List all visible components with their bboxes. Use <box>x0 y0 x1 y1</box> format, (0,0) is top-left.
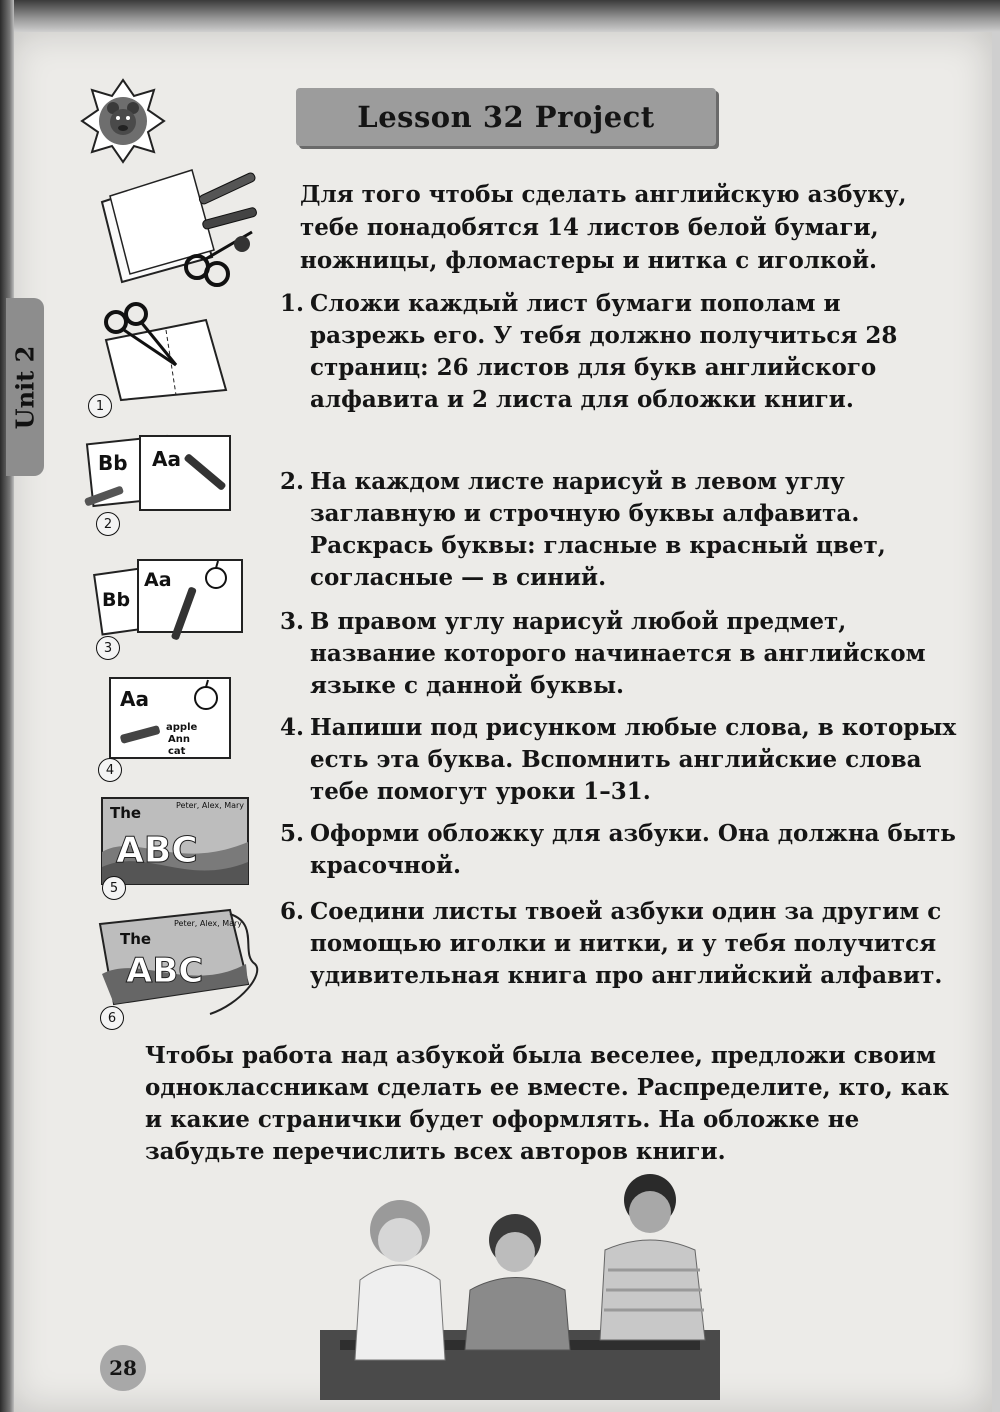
illustration-number: 5 <box>102 876 126 900</box>
illustration-number: 2 <box>96 512 120 536</box>
page-number: 28 <box>100 1345 146 1391</box>
step-text: Соедини листы твоей азбуки один за другим с помощью иголки и нитки, и у тебя получится удивительная книга про английский алфавит. <box>310 898 943 989</box>
cover-abc: ABC <box>116 830 198 871</box>
letters-bb: Bb <box>98 451 128 475</box>
step-5 <box>258 818 958 882</box>
bb-aa-apple-cards-icon <box>92 556 252 646</box>
step-number: 3. <box>279 608 304 635</box>
paper-scissors-markers-icon <box>92 162 267 297</box>
step-6 <box>258 896 958 992</box>
cover-the: The <box>120 930 152 948</box>
card-word: Ann <box>168 734 190 745</box>
letters-bb: Bb <box>102 589 131 611</box>
unit-tab <box>6 298 44 476</box>
step-number: 4. <box>279 714 304 741</box>
step-text: В правом углу нарисуй любой предмет, название которого начинается в английском языке с данной буквы. <box>310 608 926 699</box>
cover-authors: Peter, Alex, Mary <box>174 919 243 928</box>
illustration-number: 4 <box>98 758 122 782</box>
scissors-cutting-paper-icon <box>96 300 236 410</box>
cover-authors: Peter, Alex, Mary <box>176 801 245 810</box>
scan-top-edge <box>0 0 1000 32</box>
step-text: На каждом листе нарисуй в левом углу заглавную и строчную буквы алфавита. Раскрась буквы: гласные в красный цвет, согласные — в синий. <box>310 468 886 591</box>
step-1 <box>258 288 958 416</box>
letters-aa: Aa <box>144 569 172 591</box>
card-word: cat <box>168 746 186 757</box>
step-number: 6. <box>279 898 304 925</box>
lesson-title-banner <box>296 88 716 146</box>
closing-paragraph: Чтобы работа над азбукой была веселее, предложи своим одноклассникам сделать ее вместе. Распределите, кто, как и какие странички будет оформлять. На обложке не забудьте перечислить всех авторов книги. <box>145 1042 949 1165</box>
cover-abc: ABC <box>126 951 204 991</box>
step-3 <box>258 606 958 702</box>
step-2 <box>258 466 958 594</box>
step-number: 5. <box>279 820 304 847</box>
bear-emblem-icon <box>80 78 166 164</box>
card-word: apple <box>166 722 198 733</box>
step-text: Сложи каждый лист бумаги пополам и разрежь его. У тебя должно получиться 28 страниц: 26 листов для букв английского алфавита и 2 листа для обложки книги. <box>310 290 898 413</box>
scan-left-edge <box>0 0 14 1412</box>
step-text: Напиши под рисунком любые слова, в которых есть эта буква. Вспомнить английские слова тебе помогут уроки 1–31. <box>310 714 957 805</box>
aa-apple-words-card-icon <box>106 674 236 764</box>
lesson-title: Lesson 32 Project <box>357 100 655 134</box>
cover-the: The <box>110 804 142 822</box>
illustration-number: 6 <box>100 1006 124 1030</box>
unit-label: Unit 2 <box>10 345 40 429</box>
step-4 <box>258 712 958 808</box>
step-number: 2. <box>279 468 304 495</box>
illustration-number: 1 <box>88 394 112 418</box>
children-drawing-photo <box>320 1170 720 1400</box>
illustration-number: 3 <box>96 636 120 660</box>
sewn-abc-book-icon <box>90 904 260 1019</box>
intro-paragraph: Для того чтобы сделать английскую азбуку, тебе понадобятся 14 листов белой бумаги, ножницы, фломастеры и нитка с иголкой. <box>300 181 907 274</box>
step-text: Оформи обложку для азбуки. Она должна быть красочной. <box>310 820 956 879</box>
letters-aa: Aa <box>120 687 149 711</box>
step-number: 1. <box>279 290 304 317</box>
letters-aa: Aa <box>152 447 181 471</box>
